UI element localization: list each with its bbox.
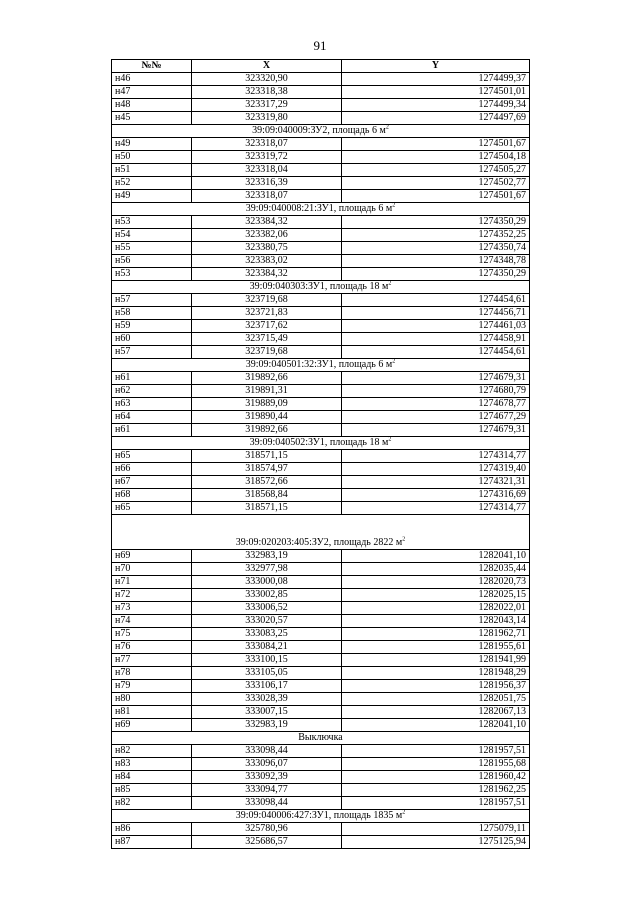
section-title — [112, 203, 530, 216]
y-coordinate-cell: 1274502,77 — [342, 177, 530, 190]
y-coordinate-cell: 1274497,69 — [342, 112, 530, 125]
point-number-cell: н83 — [112, 758, 192, 771]
table-row — [112, 190, 530, 203]
section-title-text: Выключка — [298, 732, 343, 743]
table-row — [112, 680, 530, 693]
x-coordinate-cell: 325780,96 — [192, 823, 342, 836]
point-number-cell: н86 — [112, 823, 192, 836]
x-coordinate-cell: 333002,85 — [192, 589, 342, 602]
area-unit-superscript: 2 — [392, 202, 396, 209]
table-row — [112, 784, 530, 797]
x-coordinate-cell: 333098,44 — [192, 797, 342, 810]
table-row — [112, 86, 530, 99]
section-row — [112, 359, 530, 372]
y-coordinate-cell: 1274314,77 — [342, 502, 530, 515]
y-coordinate-cell: 1274677,29 — [342, 411, 530, 424]
y-coordinate-cell: 1281960,42 — [342, 771, 530, 784]
point-number-cell: н76 — [112, 641, 192, 654]
table-row — [112, 745, 530, 758]
point-number-cell: н55 — [112, 242, 192, 255]
y-coordinate-cell: 1274454,61 — [342, 294, 530, 307]
x-coordinate-cell: 333000,08 — [192, 576, 342, 589]
x-coordinate-cell: 318574,97 — [192, 463, 342, 476]
y-coordinate-cell: 1274319,40 — [342, 463, 530, 476]
table-row — [112, 463, 530, 476]
x-coordinate-cell: 333100,15 — [192, 654, 342, 667]
x-coordinate-cell: 333006,52 — [192, 602, 342, 615]
y-coordinate-cell: 1282067,13 — [342, 706, 530, 719]
table-row — [112, 836, 530, 849]
y-coordinate-cell: 1281957,51 — [342, 745, 530, 758]
table-row — [112, 771, 530, 784]
section-title-text: 39:09:040006:427:ЗУ1, площадь 1835 м — [235, 810, 403, 821]
table-row — [112, 641, 530, 654]
x-coordinate-cell: 323715,49 — [192, 333, 342, 346]
y-coordinate-cell: 1282022,01 — [342, 602, 530, 615]
point-number-cell: н87 — [112, 836, 192, 849]
y-coordinate-cell: 1274456,71 — [342, 307, 530, 320]
point-number-cell: н56 — [112, 255, 192, 268]
table-row — [112, 320, 530, 333]
x-coordinate-cell: 323380,75 — [192, 242, 342, 255]
point-number-cell: н57 — [112, 294, 192, 307]
y-coordinate-cell: 1281956,37 — [342, 680, 530, 693]
table-row — [112, 589, 530, 602]
table-row — [112, 654, 530, 667]
point-number-cell: н65 — [112, 450, 192, 463]
point-number-cell: н82 — [112, 797, 192, 810]
x-coordinate-cell: 323316,39 — [192, 177, 342, 190]
table-row — [112, 398, 530, 411]
table-row — [112, 151, 530, 164]
table-row — [112, 294, 530, 307]
section-row — [112, 203, 530, 216]
point-number-cell: н45 — [112, 112, 192, 125]
y-coordinate-cell: 1274348,78 — [342, 255, 530, 268]
x-coordinate-cell: 333094,77 — [192, 784, 342, 797]
point-number-cell: н77 — [112, 654, 192, 667]
table-row — [112, 758, 530, 771]
point-number-cell: н74 — [112, 615, 192, 628]
point-number-cell: н75 — [112, 628, 192, 641]
point-number-cell: н78 — [112, 667, 192, 680]
y-coordinate-cell: 1281941,99 — [342, 654, 530, 667]
table-row — [112, 385, 530, 398]
table-row — [112, 112, 530, 125]
section-title-text: 39:09:040502:ЗУ1, площадь 18 м — [249, 437, 389, 448]
table-row — [112, 346, 530, 359]
y-coordinate-cell: 1274499,34 — [342, 99, 530, 112]
x-coordinate-cell: 332983,19 — [192, 719, 342, 732]
table-row — [112, 489, 530, 502]
table-row — [112, 667, 530, 680]
x-coordinate-cell: 323382,06 — [192, 229, 342, 242]
table-row — [112, 177, 530, 190]
point-number-cell: н46 — [112, 73, 192, 86]
y-coordinate-cell: 1281962,25 — [342, 784, 530, 797]
table-row — [112, 602, 530, 615]
table-row — [112, 450, 530, 463]
y-coordinate-cell: 1274461,03 — [342, 320, 530, 333]
x-coordinate-cell: 323318,07 — [192, 190, 342, 203]
point-number-cell: н59 — [112, 320, 192, 333]
x-coordinate-cell: 333020,57 — [192, 615, 342, 628]
point-number-cell: н62 — [112, 385, 192, 398]
table-row — [112, 502, 530, 515]
point-number-cell: н50 — [112, 151, 192, 164]
y-coordinate-cell: 1274680,79 — [342, 385, 530, 398]
y-coordinate-cell: 1274499,37 — [342, 73, 530, 86]
y-coordinate-cell: 1282043,14 — [342, 615, 530, 628]
point-number-cell: н64 — [112, 411, 192, 424]
y-coordinate-cell: 1274501,67 — [342, 138, 530, 151]
table-row — [112, 333, 530, 346]
point-number-cell: н63 — [112, 398, 192, 411]
x-coordinate-cell: 323384,32 — [192, 268, 342, 281]
y-coordinate-cell: 1274314,77 — [342, 450, 530, 463]
table-row — [112, 693, 530, 706]
point-number-cell: н81 — [112, 706, 192, 719]
section-row — [112, 437, 530, 450]
point-number-cell: н53 — [112, 268, 192, 281]
x-coordinate-cell: 332977,98 — [192, 563, 342, 576]
header-y: Y — [342, 60, 530, 73]
point-number-cell: н49 — [112, 138, 192, 151]
table-row — [112, 719, 530, 732]
section-title — [112, 732, 530, 745]
point-number-cell: н57 — [112, 346, 192, 359]
table-row — [112, 823, 530, 836]
y-coordinate-cell: 1274679,31 — [342, 372, 530, 385]
section-title — [112, 515, 530, 550]
point-number-cell: н69 — [112, 550, 192, 563]
point-number-cell: н52 — [112, 177, 192, 190]
point-number-cell: н49 — [112, 190, 192, 203]
section-title — [112, 359, 530, 372]
point-number-cell: н61 — [112, 424, 192, 437]
point-number-cell: н82 — [112, 745, 192, 758]
table-row — [112, 797, 530, 810]
y-coordinate-cell: 1281948,29 — [342, 667, 530, 680]
area-unit-superscript: 2 — [388, 280, 392, 287]
y-coordinate-cell: 1274352,25 — [342, 229, 530, 242]
point-number-cell: н84 — [112, 771, 192, 784]
table-row — [112, 372, 530, 385]
point-number-cell: н65 — [112, 502, 192, 515]
x-coordinate-cell: 323721,83 — [192, 307, 342, 320]
x-coordinate-cell: 318571,15 — [192, 502, 342, 515]
table-row — [112, 563, 530, 576]
point-number-cell: н73 — [112, 602, 192, 615]
y-coordinate-cell: 1282025,15 — [342, 589, 530, 602]
y-coordinate-cell: 1274501,67 — [342, 190, 530, 203]
y-coordinate-cell: 1274678,77 — [342, 398, 530, 411]
y-coordinate-cell: 1274679,31 — [342, 424, 530, 437]
point-number-cell: н68 — [112, 489, 192, 502]
x-coordinate-cell: 323317,29 — [192, 99, 342, 112]
point-number-cell: н54 — [112, 229, 192, 242]
table-row — [112, 576, 530, 589]
area-unit-superscript: 2 — [392, 358, 396, 365]
point-number-cell: н53 — [112, 216, 192, 229]
point-number-cell: н79 — [112, 680, 192, 693]
x-coordinate-cell: 333098,44 — [192, 745, 342, 758]
header-x: X — [192, 60, 342, 73]
point-number-cell: н69 — [112, 719, 192, 732]
point-number-cell: н72 — [112, 589, 192, 602]
table-row — [112, 307, 530, 320]
y-coordinate-cell: 1274350,29 — [342, 216, 530, 229]
x-coordinate-cell: 319892,66 — [192, 424, 342, 437]
table-row — [112, 476, 530, 489]
section-title — [112, 281, 530, 294]
x-coordinate-cell: 323719,68 — [192, 294, 342, 307]
y-coordinate-cell: 1274350,74 — [342, 242, 530, 255]
point-number-cell: н48 — [112, 99, 192, 112]
table-row — [112, 411, 530, 424]
table-row — [112, 255, 530, 268]
y-coordinate-cell: 1274505,27 — [342, 164, 530, 177]
y-coordinate-cell: 1282041,10 — [342, 719, 530, 732]
table-row — [112, 706, 530, 719]
section-row — [112, 515, 530, 550]
x-coordinate-cell: 323717,62 — [192, 320, 342, 333]
y-coordinate-cell: 1275079,11 — [342, 823, 530, 836]
x-coordinate-cell: 323319,72 — [192, 151, 342, 164]
y-coordinate-cell: 1274501,01 — [342, 86, 530, 99]
header-point-number: №№ — [112, 60, 192, 73]
x-coordinate-cell: 319889,09 — [192, 398, 342, 411]
x-coordinate-cell: 323719,68 — [192, 346, 342, 359]
table-row — [112, 424, 530, 437]
y-coordinate-cell: 1282051,75 — [342, 693, 530, 706]
y-coordinate-cell: 1274350,29 — [342, 268, 530, 281]
table-row — [112, 73, 530, 86]
area-unit-superscript: 2 — [402, 536, 406, 543]
section-title-text: 39:09:020203:405:ЗУ2, площадь 2822 м — [235, 537, 403, 548]
x-coordinate-cell: 323383,02 — [192, 255, 342, 268]
x-coordinate-cell: 333105,05 — [192, 667, 342, 680]
table-row — [112, 229, 530, 242]
x-coordinate-cell: 319892,66 — [192, 372, 342, 385]
table-row — [112, 138, 530, 151]
point-number-cell: н71 — [112, 576, 192, 589]
x-coordinate-cell: 318568,84 — [192, 489, 342, 502]
x-coordinate-cell: 333028,39 — [192, 693, 342, 706]
x-coordinate-cell: 323318,07 — [192, 138, 342, 151]
x-coordinate-cell: 319891,31 — [192, 385, 342, 398]
x-coordinate-cell: 333083,25 — [192, 628, 342, 641]
table-row — [112, 628, 530, 641]
section-row — [112, 732, 530, 745]
section-title — [112, 125, 530, 138]
section-title-text: 39:09:040501:32:ЗУ1, площадь 6 м — [245, 359, 393, 370]
y-coordinate-cell: 1274454,61 — [342, 346, 530, 359]
point-number-cell: н66 — [112, 463, 192, 476]
table-row — [112, 242, 530, 255]
table-body — [112, 73, 530, 849]
x-coordinate-cell: 323384,32 — [192, 216, 342, 229]
point-number-cell: н70 — [112, 563, 192, 576]
area-unit-superscript: 2 — [385, 124, 389, 131]
section-title — [112, 810, 530, 823]
y-coordinate-cell: 1274458,91 — [342, 333, 530, 346]
section-row — [112, 810, 530, 823]
y-coordinate-cell: 1281957,51 — [342, 797, 530, 810]
table-row — [112, 216, 530, 229]
y-coordinate-cell: 1274504,18 — [342, 151, 530, 164]
y-coordinate-cell: 1282041,10 — [342, 550, 530, 563]
point-number-cell: н58 — [112, 307, 192, 320]
coordinates-table — [111, 59, 530, 849]
y-coordinate-cell: 1282035,44 — [342, 563, 530, 576]
section-title — [112, 437, 530, 450]
x-coordinate-cell: 318572,66 — [192, 476, 342, 489]
x-coordinate-cell: 333096,07 — [192, 758, 342, 771]
x-coordinate-cell: 318571,15 — [192, 450, 342, 463]
page-number: 91 — [313, 38, 327, 53]
point-number-cell: н80 — [112, 693, 192, 706]
section-title-text: 39:09:040008:21:ЗУ1, площадь 6 м — [245, 203, 393, 214]
point-number-cell: н47 — [112, 86, 192, 99]
x-coordinate-cell: 323318,04 — [192, 164, 342, 177]
point-number-cell: н67 — [112, 476, 192, 489]
section-row — [112, 281, 530, 294]
x-coordinate-cell: 333084,21 — [192, 641, 342, 654]
y-coordinate-cell: 1274316,69 — [342, 489, 530, 502]
point-number-cell: н60 — [112, 333, 192, 346]
x-coordinate-cell: 319890,44 — [192, 411, 342, 424]
table-row — [112, 268, 530, 281]
point-number-cell: н51 — [112, 164, 192, 177]
y-coordinate-cell: 1281962,71 — [342, 628, 530, 641]
header-row — [112, 60, 530, 73]
point-number-cell: н61 — [112, 372, 192, 385]
y-coordinate-cell: 1281955,61 — [342, 641, 530, 654]
y-coordinate-cell: 1275125,94 — [342, 836, 530, 849]
y-coordinate-cell: 1281955,68 — [342, 758, 530, 771]
x-coordinate-cell: 325686,57 — [192, 836, 342, 849]
section-row — [112, 125, 530, 138]
section-title-text: 39:09:040303:ЗУ1, площадь 18 м — [249, 281, 389, 292]
x-coordinate-cell: 332983,19 — [192, 550, 342, 563]
x-coordinate-cell: 333092,39 — [192, 771, 342, 784]
point-number-cell: н85 — [112, 784, 192, 797]
table-row — [112, 164, 530, 177]
x-coordinate-cell: 333007,15 — [192, 706, 342, 719]
table-row — [112, 615, 530, 628]
x-coordinate-cell: 333106,17 — [192, 680, 342, 693]
y-coordinate-cell: 1274321,31 — [342, 476, 530, 489]
table-row — [112, 99, 530, 112]
table-row — [112, 550, 530, 563]
section-title-text: 39:09:040009:ЗУ2, площадь 6 м — [252, 125, 386, 136]
y-coordinate-cell: 1282020,73 — [342, 576, 530, 589]
x-coordinate-cell: 323318,38 — [192, 86, 342, 99]
area-unit-superscript: 2 — [388, 436, 392, 443]
x-coordinate-cell: 323319,80 — [192, 112, 342, 125]
x-coordinate-cell: 323320,90 — [192, 73, 342, 86]
area-unit-superscript: 2 — [402, 809, 406, 816]
